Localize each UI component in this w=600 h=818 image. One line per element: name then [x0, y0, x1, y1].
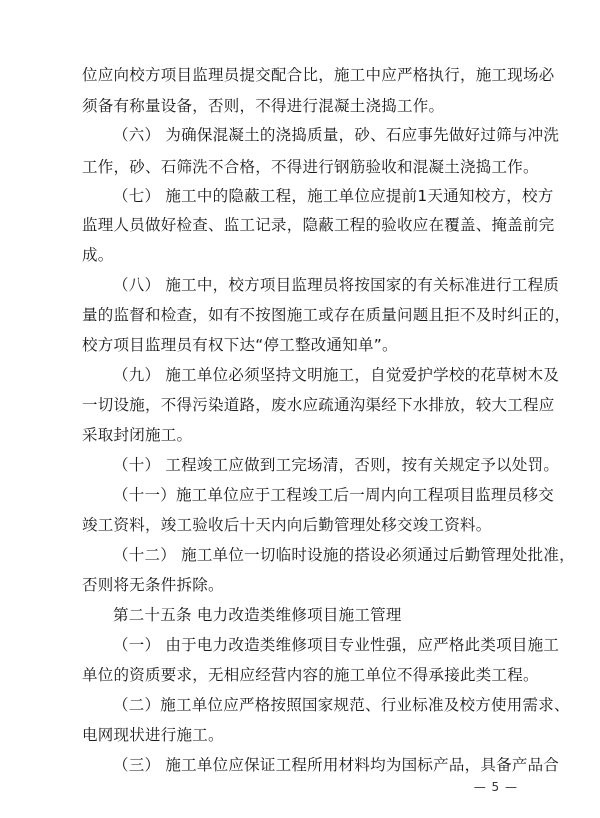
text-line: 校方项目监理员有权下达“停工整改通知单”。	[82, 336, 398, 354]
text-line: 采取封闭施工。	[82, 426, 193, 444]
paragraph-8-start: （八） 施工中，校方项目监理员将按国家的有关标准进行工程质	[113, 276, 560, 294]
paragraph-9-start: （九） 施工单位必须坚持文明施工，自觉爱护学校的花草树木及	[113, 366, 560, 384]
article-25-heading: 第二十五条 电力改造类维修项目施工管理	[113, 606, 402, 624]
article-25-item-1-start: （一） 由于电力改造类维修项目专业性强，应严格此类项目施工	[113, 636, 560, 654]
text-line: 电网现状进行施工。	[82, 726, 224, 744]
text-line: 须备有称量设备，否则，不得进行混凝土浇捣工作。	[82, 97, 445, 115]
paragraph-7-start: （七） 施工中的隐蔽工程，施工单位应提前1天通知校方，校方	[113, 187, 554, 205]
article-25-item-2-start: （二）施工单位应严格按照国家规范、行业标准及校方使用需求、	[113, 696, 570, 714]
article-25-item-3-start: （三） 施工单位应保证工程所用材料均为国标产品，具备产品合	[113, 756, 560, 774]
text-line: 监理人员做好检查、监工记录，隐蔽工程的验收应在覆盖、掩盖前完	[82, 216, 555, 234]
paragraph-12-start: （十二） 施工单位一切临时设施的搭设必须通过后勤管理处批准，	[113, 546, 575, 564]
text-line: 量的监督和检查，如有不按图施工或存在质量问题且拒不及时纠正的，	[82, 306, 571, 324]
text-line: 一切设施，不得污染道路，废水应疏通沟渠经下水排放，较大工程应	[82, 396, 555, 414]
text-line: 单位的资质要求，无相应经营内容的施工单位不得承接此类工程。	[82, 666, 539, 684]
text-line: 否则将无条件拆除。	[82, 576, 224, 594]
text-line: 工作，砂、石筛洗不合格，不得进行钢筋验收和混凝土浇捣工作。	[82, 158, 539, 176]
paragraph-6-start: （六） 为确保混凝土的浇捣质量，砂、石应事先做好过筛与冲洗	[113, 126, 560, 144]
paragraph-11-start: （十一）施工单位应于工程竣工后一周内向工程项目监理员移交	[113, 486, 555, 504]
paragraph-10: （十） 工程竣工应做到工完场清，否则，按有关规定予以处罚。	[113, 456, 560, 474]
text-line: 成。	[82, 246, 114, 264]
text-line: 位应向校方项目监理员提交配合比，施工中应严格执行，施工现场必	[82, 66, 555, 84]
page-number: — 5 —	[473, 780, 518, 794]
text-line: 竣工资料，竣工验收后十天内向后勤管理处移交竣工资料。	[82, 516, 492, 534]
